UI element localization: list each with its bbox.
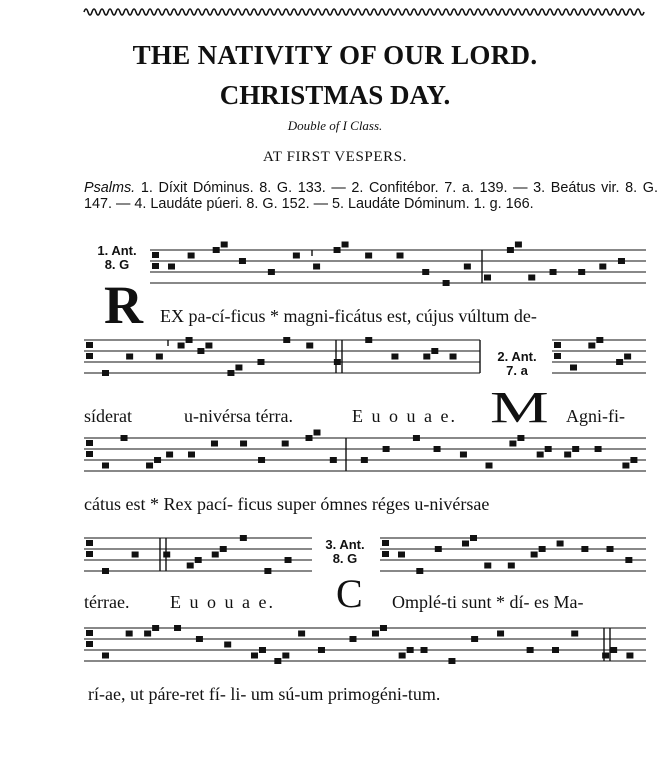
antiphon-2-initial: M <box>490 383 549 432</box>
antiphon-3-initial: C <box>336 571 363 616</box>
lyrics-line-2-d: Agni-fi- <box>566 406 625 426</box>
lyrics-line-1: EX pa-cí-ficus * magni-ficátus est, cújus vúltum de- <box>160 306 537 326</box>
page-title: THE NATIVITY OF OUR LORD. <box>132 40 538 70</box>
lyrics-line-4-a: térrae. <box>84 592 130 612</box>
lyrics-line-2-a: síderat <box>84 406 132 426</box>
feast-rank: Double of I Class. <box>287 118 383 133</box>
page-subtitle: CHRISTMAS DAY. <box>219 80 451 110</box>
psalms-text: 1. Díxit Dóminus. 8. G. 133. — 2. Confitébor. 7. a. 139. — 3. Beátus vir. 8. G. 147. — 4. Laudáte púeri. 8. G. 152. — 5. Laudáte Dóminum. 1. g. 166. <box>84 180 658 212</box>
antiphon-3-label: 3. Ant. 8. G <box>325 537 365 566</box>
office-heading: AT FIRST VESPERS. <box>262 149 407 165</box>
psalms-label: Psalms. <box>84 180 136 196</box>
antiphon-1-label: 1. Ant. 8. G <box>97 243 137 272</box>
antiphon-2-label: 2. Ant. 7. a <box>497 349 537 378</box>
antiphon-1-initial: R <box>104 275 143 335</box>
lyrics-line-3: cátus est * Rex pací- ficus super ómnes réges u-nivérsae <box>84 494 490 514</box>
lyrics-line-4-c: Omplé-ti sunt * dí- es Ma- <box>392 592 584 612</box>
lyrics-line-2-c: E u o u a e. <box>352 406 457 426</box>
lyrics-line-2-b: u-nivérsa térra. <box>184 406 293 426</box>
lyrics-line-4-b: E u o u a e. <box>170 592 275 612</box>
lyrics-line-5: rí-ae, ut páre-ret fí- li- um sú-um primogéni-tum. <box>88 684 441 704</box>
